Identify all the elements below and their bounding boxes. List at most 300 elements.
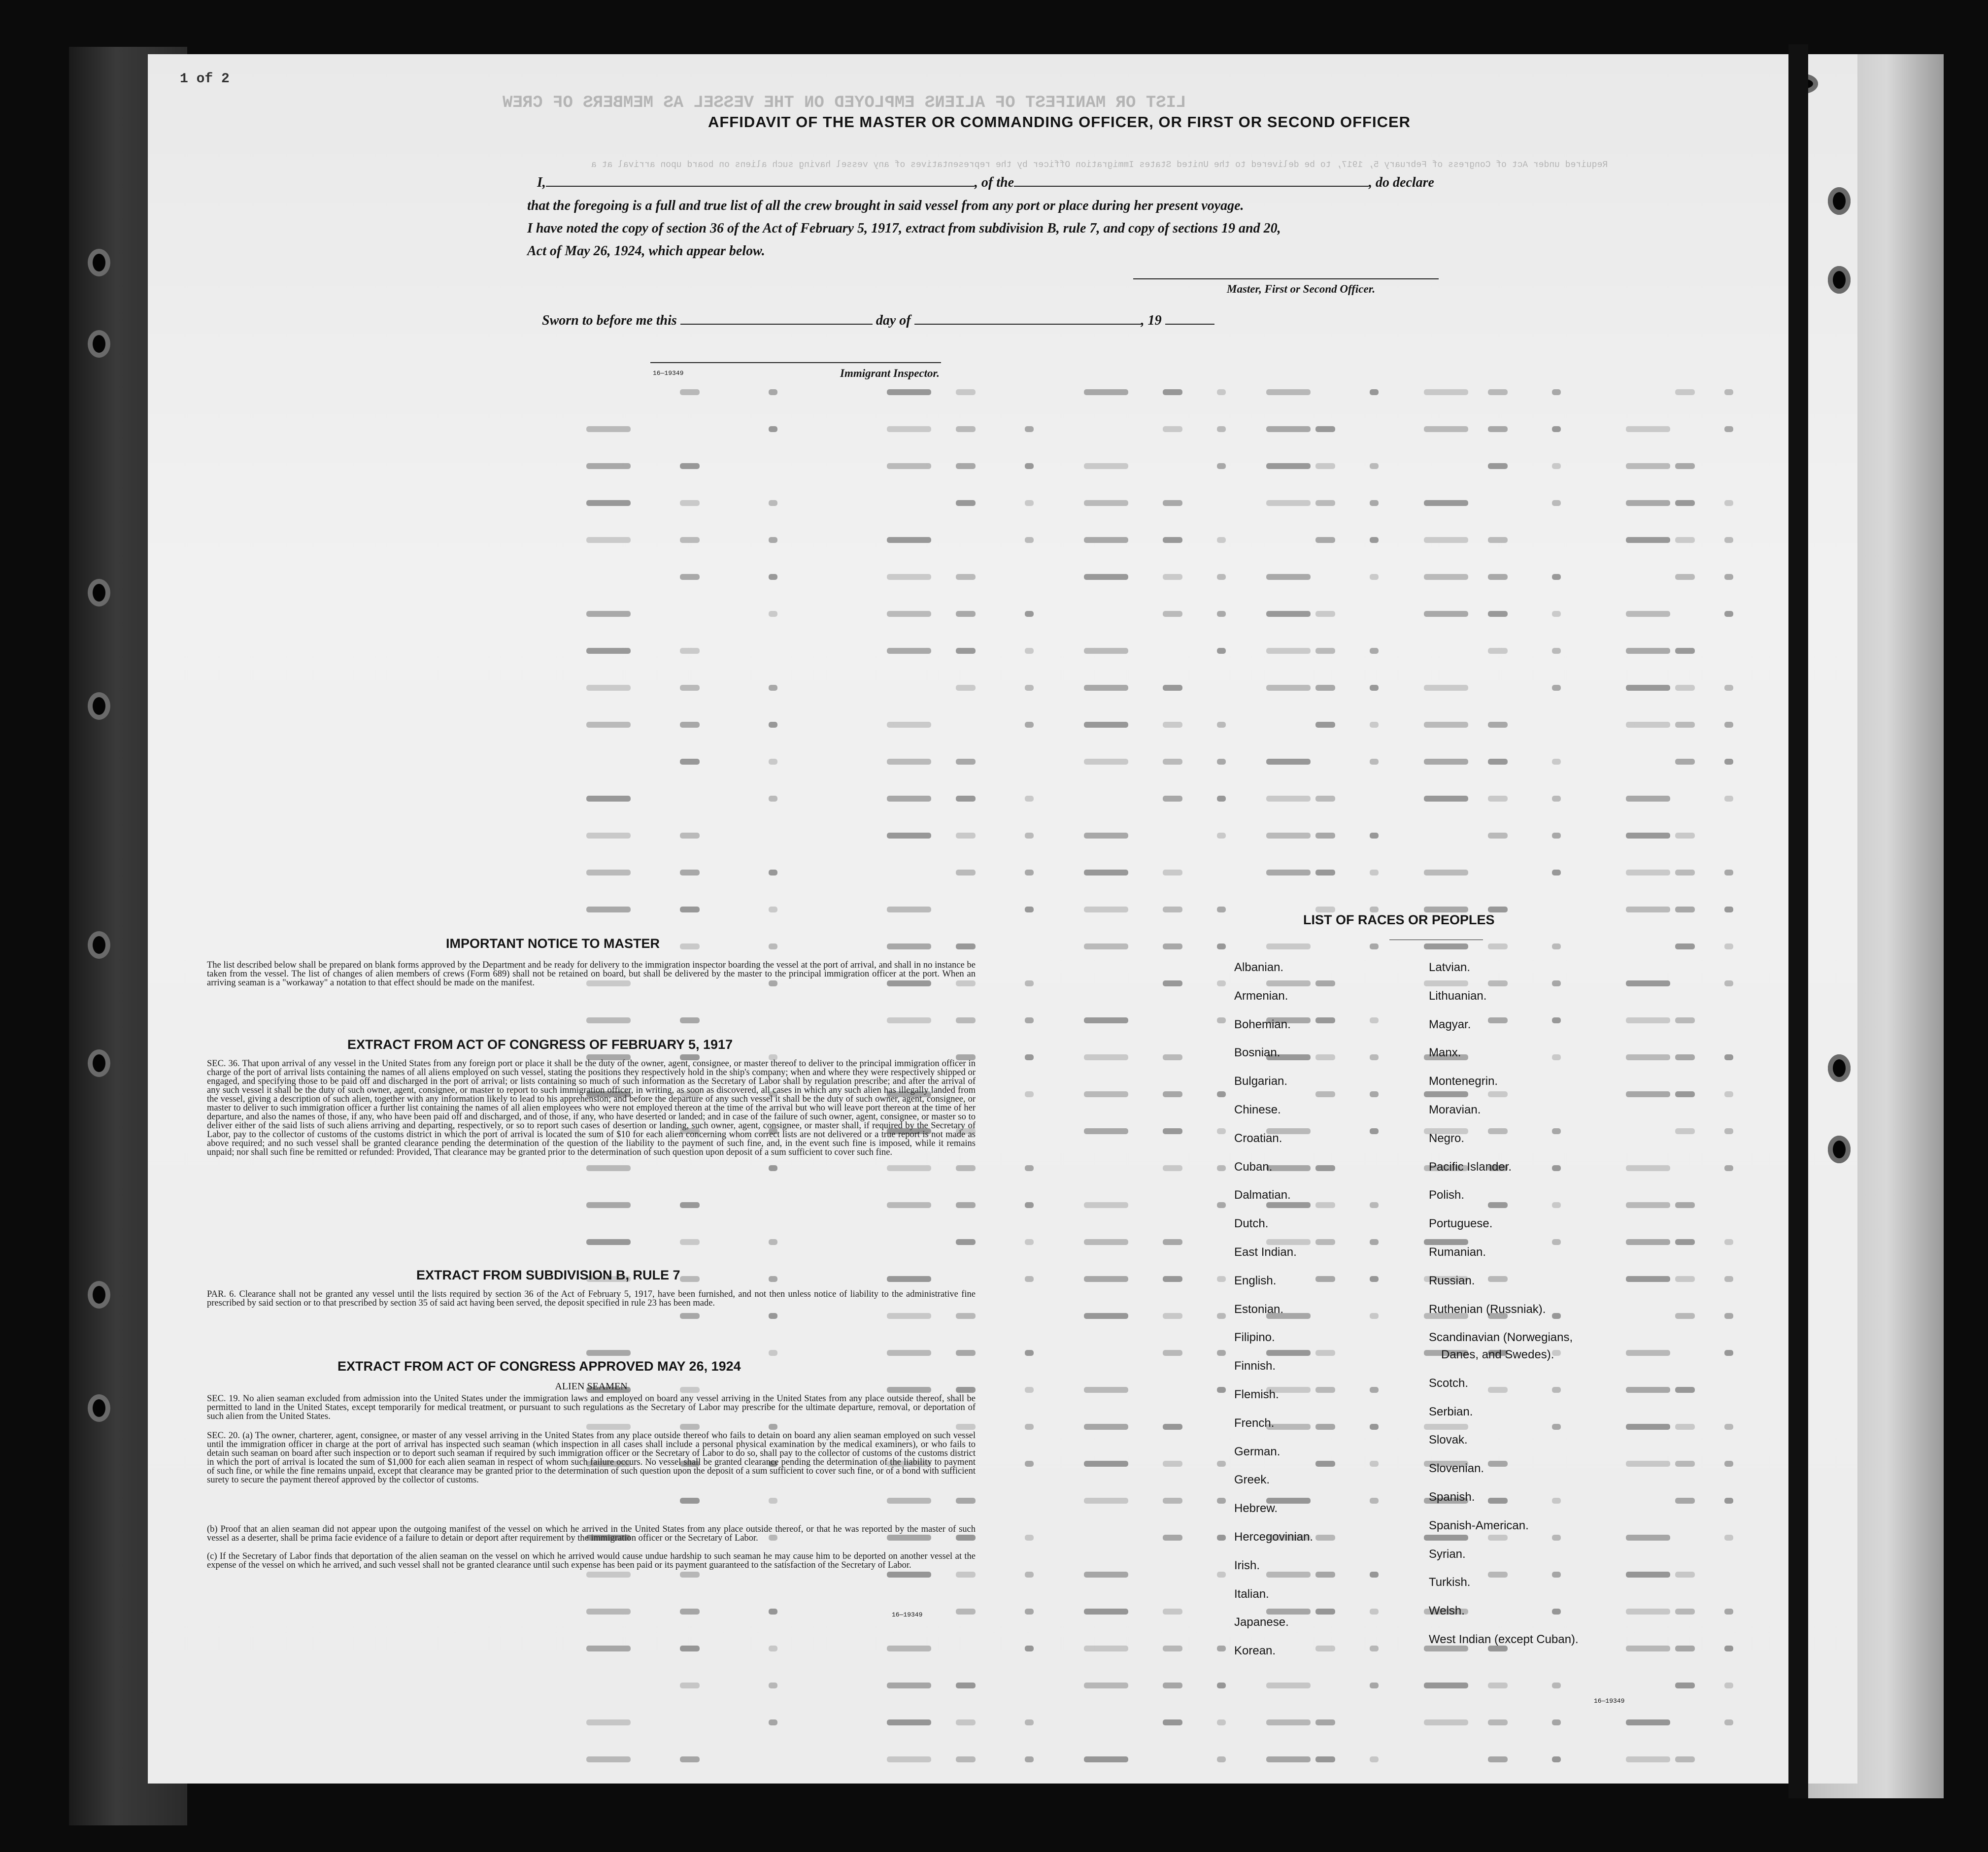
bleed-mark — [1626, 870, 1670, 875]
bleed-mark — [1552, 1202, 1561, 1208]
bleed-mark — [1626, 611, 1670, 617]
race-item: Bosnian. — [1234, 1046, 1280, 1060]
bleed-mark — [1552, 796, 1561, 802]
race-item: Estonian. — [1234, 1302, 1284, 1316]
inspector-caption: Immigrant Inspector. — [840, 367, 940, 379]
bleed-mark — [1424, 1535, 1468, 1541]
bleed-mark — [1488, 574, 1508, 580]
bleed-mark — [1552, 463, 1561, 469]
bleed-mark — [1266, 943, 1311, 949]
bleed-mark — [1370, 1017, 1379, 1023]
race-item: Irish. — [1234, 1558, 1260, 1572]
bleed-mark — [1266, 1165, 1311, 1171]
bleed-mark — [1315, 1165, 1335, 1171]
bleed-mark — [1217, 943, 1226, 949]
bleed-mark — [680, 722, 700, 728]
bleed-through-subheader: Required under Act of Congress of February 5, 1917, to be delivered to the United States Immigration Officer by the representatives of any vessel having such aliens on board upon arrival at a — [591, 160, 1608, 170]
bleed-mark — [1488, 1387, 1508, 1393]
affidavit-form-number: 16—19349 — [653, 370, 684, 377]
bleed-mark — [1370, 759, 1379, 765]
bleed-mark — [887, 1276, 931, 1282]
extract-1917-text: SEC. 36. That upon arrival of any vessel in the United States from any foreign port or place it shall be the duty of the owner, agent, consignee, or master thereof to deliver to the principal immigration officer in charge of the port of arrival lists containing the names of all aliens employed on such vessel, stating the positions they respectively hold in the ship's company; when and where they were respectively shipped or engaged, and specifying those to be paid off and discharged in the port of arrival; or lists containing so much of such information as the Secretary of Labor shall by regulation prescribe; and after the arrival of any such vessel it shall be the duty of such owner, agent, consignee, or master to report to such immigration officer, in writing, as soon as discovered, all cases in which any such alien has illegally landed from the vessel, giving a description of such alien, together with any information likely to lead to his apprehension; and before the departure of any such vessel it shall be the duty of such owner, agent, consignee, or master to deliver to such immigration officer a further list containing the names of all alien employees who were not employed thereon at the time of the arrival but who will leave port thereon at the time of her departure, and also the names of those, if any, who have been paid off and discharged, and of those, if any, who have deserted or landed; and in case of the failure of such owner, agent, consignee, or master so to deliver either of the said lists of such aliens arriving and departing, respectively, or so to report such cases of desertion or landing, such owner, agent, consignee, or master shall, if required by the Secretary of Labor, pay to the collector of customs of the customs district in which the port of arrival is located the sum of $10 for each alien concerning whom correct lists are not delivered or a true report is not made as above required; and no such vessel shall be granted clearance pending the determination of the question of the liability to the payment of such fine, and, in the event such fine is imposed, while it remains unpaid; nor shall such fine be remitted or refunded: Provided, That clearance may be granted prior to the determination of such question upon deposit of a sum sufficient to cover such fine. — [207, 1059, 976, 1157]
bleed-mark — [1217, 1165, 1226, 1171]
bleed-mark — [1724, 426, 1733, 432]
bleed-mark — [1552, 759, 1561, 765]
bleed-mark — [769, 426, 777, 432]
bleed-mark — [1217, 1461, 1226, 1467]
bleed-mark — [1675, 907, 1695, 912]
race-item: Montenegrin. — [1429, 1075, 1498, 1088]
bleed-mark — [1084, 1572, 1128, 1578]
sworn-day-blank[interactable] — [680, 314, 873, 325]
bleed-mark — [1266, 1202, 1311, 1208]
bleed-mark — [586, 1239, 631, 1245]
bleed-mark — [1626, 796, 1670, 802]
bleed-mark — [1315, 1756, 1335, 1762]
bleed-mark — [1552, 389, 1561, 395]
bleed-mark — [1370, 1276, 1379, 1282]
bleed-mark — [1163, 1646, 1182, 1651]
bleed-mark — [1315, 426, 1335, 432]
bleed-mark — [887, 1350, 931, 1356]
race-item: Turkish. — [1429, 1576, 1471, 1589]
bleed-mark — [1315, 722, 1335, 728]
bleed-mark — [956, 1350, 976, 1356]
bleed-mark — [1025, 1572, 1034, 1578]
bleed-mark — [769, 1683, 777, 1688]
bleed-mark — [1675, 1683, 1695, 1688]
bleed-mark — [1626, 1387, 1670, 1393]
bleed-mark — [680, 389, 700, 395]
bleed-mark — [1163, 1535, 1182, 1541]
bleed-mark — [1552, 1756, 1561, 1762]
bleed-mark — [586, 1572, 631, 1578]
race-item: Polish. — [1429, 1188, 1465, 1202]
bleed-mark — [1626, 1054, 1670, 1060]
bleed-mark — [1025, 1756, 1034, 1762]
bleed-mark — [1163, 426, 1182, 432]
bleed-mark — [956, 1202, 976, 1208]
bleed-mark — [1488, 980, 1508, 986]
bleed-mark — [1315, 611, 1335, 617]
bleed-mark — [1675, 389, 1695, 395]
bleed-mark — [956, 685, 976, 691]
bleed-mark — [956, 943, 976, 949]
bleed-mark — [1315, 685, 1335, 691]
bleed-mark — [887, 537, 931, 543]
bleed-mark — [1163, 980, 1182, 986]
bleed-mark — [1163, 759, 1182, 765]
bleed-mark — [956, 1017, 976, 1023]
bleed-mark — [1724, 943, 1733, 949]
bleed-mark — [1675, 1387, 1695, 1393]
bleed-mark — [1163, 500, 1182, 506]
bleed-mark — [586, 426, 631, 432]
bleed-mark — [1025, 1239, 1034, 1245]
bleed-mark — [1626, 1756, 1670, 1762]
bleed-mark — [1675, 648, 1695, 654]
bleed-mark — [1163, 1239, 1182, 1245]
bleed-mark — [1370, 1646, 1379, 1651]
bleed-mark — [586, 796, 631, 802]
bleed-mark — [1675, 1276, 1695, 1282]
bleed-mark — [1724, 1239, 1733, 1245]
bleed-mark — [769, 1239, 777, 1245]
bleed-mark — [956, 463, 976, 469]
bleed-mark — [1163, 389, 1182, 395]
race-item: Pacific Islander. — [1429, 1160, 1512, 1174]
bleed-mark — [1163, 1128, 1182, 1134]
race-item: Slovak. — [1429, 1433, 1468, 1447]
bleed-mark — [1370, 907, 1379, 912]
bleed-mark — [1315, 1719, 1335, 1725]
bleed-mark — [586, 685, 631, 691]
bleed-mark — [1266, 574, 1311, 580]
bleed-mark — [1424, 796, 1468, 802]
bleed-mark — [1626, 1165, 1670, 1171]
bleed-mark — [1724, 1498, 1733, 1504]
bleed-mark — [769, 759, 777, 765]
bleed-mark — [1315, 1535, 1335, 1541]
signature-line[interactable] — [1133, 278, 1439, 279]
race-item: Serbian. — [1429, 1405, 1473, 1418]
bleed-mark — [1084, 833, 1128, 839]
bleed-mark — [1424, 1091, 1468, 1097]
race-item: Spanish. — [1429, 1490, 1475, 1504]
bleed-mark — [887, 389, 931, 395]
bleed-mark — [1675, 1498, 1695, 1504]
bleed-mark — [1424, 389, 1468, 395]
bleed-mark — [1217, 1017, 1226, 1023]
bleed-mark — [586, 1424, 631, 1430]
bleed-mark — [680, 500, 700, 506]
bleed-mark — [1370, 389, 1379, 395]
bleed-mark — [1626, 833, 1670, 839]
bleed-mark — [1266, 389, 1311, 395]
bleed-mark — [1675, 1646, 1695, 1651]
bleed-mark — [1675, 722, 1695, 728]
bleed-mark — [1488, 611, 1508, 617]
bleed-mark — [1675, 1128, 1695, 1134]
bleed-mark — [1163, 1609, 1182, 1615]
bleed-mark — [1626, 1017, 1670, 1023]
bleed-mark — [1626, 1461, 1670, 1467]
bleed-mark — [1266, 648, 1311, 654]
bleed-mark — [1025, 685, 1034, 691]
bleed-mark — [1724, 574, 1733, 580]
bleed-mark — [1370, 574, 1379, 580]
notice-text: The list described below shall be prepared on blank forms approved by the Department and be ready for delivery to the immigration inspector boarding the vessel at the port of arrival, and shall in no instance be taken from the vessel. The list of changes of alien members of crews (Form 689) shall not be retained on board, but shall be delivered by the master to the principal immigration officer at the port. When an arriving seaman is a "workaway" a notation to that effect should be made on the manifest. — [207, 960, 976, 988]
bleed-mark — [887, 1202, 931, 1208]
bleed-mark — [956, 389, 976, 395]
bleed-mark — [1266, 500, 1311, 506]
bleed-mark — [1163, 722, 1182, 728]
bleed-mark — [680, 907, 700, 912]
bleed-mark — [1217, 463, 1226, 469]
bleed-mark — [1217, 1128, 1226, 1134]
bleed-mark — [1217, 1091, 1226, 1097]
bleed-mark — [1266, 980, 1311, 986]
affidavit-title: AFFIDAVIT OF THE MASTER OR COMMANDING OFFICER, OR FIRST OR SECOND OFFICER — [708, 113, 1411, 131]
bleed-mark — [1488, 907, 1508, 912]
bleed-mark — [1217, 611, 1226, 617]
binder-hole — [88, 931, 110, 959]
race-item: Hebrew. — [1234, 1502, 1278, 1515]
bleed-mark — [1370, 943, 1379, 949]
bleed-mark — [1626, 500, 1670, 506]
race-item: Ruthenian (Russniak). — [1429, 1302, 1546, 1316]
bleed-mark — [769, 907, 777, 912]
bleed-mark — [1370, 1202, 1379, 1208]
bleed-mark — [1424, 1239, 1468, 1245]
bleed-mark — [1370, 833, 1379, 839]
extract-rule7-heading: EXTRACT FROM SUBDIVISION B, RULE 7 — [416, 1268, 680, 1282]
bleed-mark — [769, 1498, 777, 1504]
bleed-mark — [586, 463, 631, 469]
bleed-mark — [1025, 463, 1034, 469]
bleed-mark — [1724, 1276, 1733, 1282]
bleed-mark — [1626, 1535, 1670, 1541]
bleed-mark — [1724, 1535, 1733, 1541]
bleed-mark — [769, 943, 777, 949]
bleed-mark — [1266, 796, 1311, 802]
bleed-mark — [1424, 1683, 1468, 1688]
sworn-year-label: , 19 — [1141, 313, 1162, 328]
bleed-mark — [1675, 1239, 1695, 1245]
bleed-mark — [1025, 1424, 1034, 1430]
bleed-mark — [1266, 426, 1311, 432]
bleed-mark — [1724, 500, 1733, 506]
race-item: Danes, and Swedes). — [1441, 1348, 1554, 1362]
bleed-mark — [1370, 1756, 1379, 1762]
bleed-mark — [1025, 611, 1034, 617]
bleed-mark — [1552, 1719, 1561, 1725]
bleed-mark — [1424, 426, 1468, 432]
bleed-mark — [1675, 1017, 1695, 1023]
bleed-mark — [887, 796, 931, 802]
bleed-mark — [1626, 1350, 1670, 1356]
bleed-mark — [1488, 943, 1508, 949]
bleed-mark — [1552, 500, 1561, 506]
bleed-mark — [887, 759, 931, 765]
bleed-mark — [887, 1683, 931, 1688]
bleed-mark — [1025, 1017, 1034, 1023]
bleed-mark — [887, 1572, 931, 1578]
bleed-mark — [1724, 1719, 1733, 1725]
bleed-mark — [1084, 1239, 1128, 1245]
bleed-mark — [586, 1350, 631, 1356]
bleed-mark — [1488, 1756, 1508, 1762]
bleed-mark — [1217, 1202, 1226, 1208]
bleed-mark — [1488, 1017, 1508, 1023]
bleed-mark — [769, 611, 777, 617]
bleed-mark — [1266, 1683, 1311, 1688]
bleed-mark — [1552, 1017, 1561, 1023]
race-item: East Indian. — [1234, 1246, 1297, 1259]
bleed-mark — [586, 1756, 631, 1762]
bleed-mark — [1675, 1756, 1695, 1762]
bleed-mark — [956, 1683, 976, 1688]
bleed-mark — [1163, 1350, 1182, 1356]
bleed-mark — [1675, 1202, 1695, 1208]
bleed-mark — [1163, 796, 1182, 802]
bleed-mark — [956, 1572, 976, 1578]
bleed-mark — [1163, 1313, 1182, 1319]
bleed-mark — [1552, 1609, 1561, 1615]
bleed-mark — [680, 1239, 700, 1245]
bleed-mark — [1315, 870, 1335, 875]
bleed-mark — [887, 1313, 931, 1319]
bleed-mark — [1084, 1128, 1128, 1134]
bleed-mark — [1724, 537, 1733, 543]
bleed-mark — [769, 1646, 777, 1651]
affidavit-line1-suffix: , do declare — [1369, 175, 1434, 190]
bleed-mark — [1084, 1091, 1128, 1097]
bleed-mark — [1163, 870, 1182, 875]
bleed-mark — [1217, 1646, 1226, 1651]
extract-1924-sec20a: SEC. 20. (a) The owner, charterer, agent, consignee, or master of any vessel arriving in the United States from any place outside thereof who fails to detain on board any alien seaman employed on such vessel until the immigration officer in charge at the port of arrival has inspected such seaman (which inspection in all cases shall include a personal physical examination by the medical examiners), or who fails to detain such seaman on board after such inspection or to deport such seaman if required by such immigration officer or the Secretary of Labor to do so, shall pay to the collector of customs of the customs district in which the port of arrival is located the sum of $1,000 for each alien seaman in respect of whom such failure occurs. No vessel shall be granted clearance pending the determination of the liability to payment of such fine, or while the fine remains unpaid, except that clearance may be granted prior to the determination of such question upon the deposit of a sum sufficient to cover such fine, or of a bond with sufficient surety to secure the payment thereof approved by the collector of customs. — [207, 1431, 976, 1485]
race-item: Dutch. — [1234, 1217, 1269, 1231]
race-item: Armenian. — [1234, 989, 1288, 1003]
extract-rule7-text: PAR. 6. Clearance shall not be granted any vessel until the lists required by section 36 of the Act of February 5, 1917, have been furnished, and not then unless notice of liability to the administrative fine prescribed by said section or to that prescribed by section 35 of said act having been served, the deposit specified in rule 23 has been made. — [207, 1289, 976, 1308]
bleed-mark — [956, 1719, 976, 1725]
bleed-mark — [1370, 1313, 1379, 1319]
bleed-mark — [1370, 870, 1379, 875]
bleed-mark — [887, 574, 931, 580]
bleed-mark — [680, 1202, 700, 1208]
bleed-mark — [1724, 1128, 1733, 1134]
bleed-mark — [1084, 1054, 1128, 1060]
race-item: Slovenian. — [1429, 1462, 1484, 1476]
bleed-mark — [680, 1646, 700, 1651]
bleed-mark — [1163, 1683, 1182, 1688]
bleed-mark — [769, 685, 777, 691]
race-item: Croatian. — [1234, 1131, 1282, 1145]
bleed-mark — [586, 907, 631, 912]
bleed-mark — [769, 1424, 777, 1430]
bleed-mark — [1217, 426, 1226, 432]
page-corner-label: 1 of 2 — [180, 71, 230, 87]
bleed-mark — [769, 870, 777, 875]
bleed-mark — [1724, 1646, 1733, 1651]
bleed-mark — [1424, 685, 1468, 691]
bleed-mark — [1315, 1350, 1335, 1356]
bleed-mark — [769, 1609, 777, 1615]
bleed-mark — [887, 1165, 931, 1171]
bleed-mark — [680, 1276, 700, 1282]
bleed-mark — [1488, 648, 1508, 654]
bleed-mark — [1488, 463, 1508, 469]
bleed-mark — [1724, 796, 1733, 802]
bleed-mark — [680, 870, 700, 875]
bleed-mark — [1025, 907, 1034, 912]
bleed-mark — [887, 1017, 931, 1023]
bleed-mark — [1025, 1276, 1034, 1282]
race-item: English. — [1234, 1274, 1277, 1287]
bleed-mark — [1084, 537, 1128, 543]
bleed-mark — [1163, 1719, 1182, 1725]
bleed-mark — [956, 870, 976, 875]
bleed-mark — [887, 833, 931, 839]
race-item: Bohemian. — [1234, 1017, 1291, 1031]
bleed-mark — [1488, 1535, 1508, 1541]
bleed-mark — [1266, 1350, 1311, 1356]
bleed-mark — [1315, 907, 1335, 912]
extract-1924-form-number: 16—19349 — [892, 1611, 923, 1618]
binder-hole — [88, 579, 110, 606]
bleed-mark — [1163, 537, 1182, 543]
sworn-year-blank[interactable] — [1165, 314, 1214, 325]
bleed-mark — [1217, 1719, 1226, 1725]
affidavit-line-1 — [537, 175, 1434, 191]
bleed-mark — [1626, 722, 1670, 728]
inspector-signature-line[interactable] — [650, 362, 941, 363]
bleed-mark — [887, 463, 931, 469]
race-item: Italian. — [1234, 1587, 1269, 1601]
bleed-mark — [1217, 537, 1226, 543]
bleed-mark — [1025, 1091, 1034, 1097]
bleed-mark — [586, 833, 631, 839]
bleed-mark — [1315, 833, 1335, 839]
race-item: Lithuanian. — [1429, 989, 1487, 1003]
bleed-mark — [956, 1239, 976, 1245]
bleed-mark — [769, 1313, 777, 1319]
bleed-mark — [1488, 537, 1508, 543]
races-title: LIST OF RACES OR PEOPLES — [1303, 912, 1495, 927]
race-item: Bulgarian. — [1234, 1075, 1288, 1088]
bleed-mark — [1370, 537, 1379, 543]
bleed-mark — [1552, 1165, 1561, 1171]
bleed-mark — [1266, 1572, 1311, 1578]
race-item: Negro. — [1429, 1131, 1465, 1145]
bleed-mark — [1552, 1054, 1561, 1060]
bleed-mark — [1552, 833, 1561, 839]
bleed-mark — [1488, 1683, 1508, 1688]
race-item: French. — [1234, 1416, 1275, 1430]
bleed-mark — [1315, 1646, 1335, 1651]
race-item: West Indian (except Cuban). — [1429, 1633, 1579, 1647]
bleed-mark — [1675, 943, 1695, 949]
bleed-mark — [680, 1756, 700, 1762]
bleed-mark — [1370, 1091, 1379, 1097]
vessel-blank[interactable] — [1014, 176, 1369, 187]
bleed-mark — [1552, 574, 1561, 580]
bleed-mark — [1552, 1128, 1561, 1134]
bleed-mark — [1370, 648, 1379, 654]
name-blank[interactable] — [546, 176, 975, 187]
bleed-mark — [1370, 1128, 1379, 1134]
race-item: Manx. — [1429, 1046, 1461, 1060]
bleed-mark — [1424, 870, 1468, 875]
bleed-mark — [586, 1017, 631, 1023]
bleed-mark — [1675, 685, 1695, 691]
manifest-page — [148, 54, 1857, 1784]
bleed-mark — [1217, 722, 1226, 728]
bleed-mark — [956, 611, 976, 617]
bleed-mark — [1675, 759, 1695, 765]
sworn-month-blank[interactable] — [914, 314, 1141, 325]
bleed-mark — [887, 426, 931, 432]
bleed-mark — [1217, 1276, 1226, 1282]
bleed-mark — [586, 500, 631, 506]
bleed-mark — [887, 1719, 931, 1725]
bleed-mark — [1315, 500, 1335, 506]
bleed-mark — [1370, 1498, 1379, 1504]
bleed-mark — [1217, 1387, 1226, 1393]
bleed-mark — [1488, 1091, 1508, 1097]
bleed-mark — [1552, 1683, 1561, 1688]
bleed-mark — [1370, 722, 1379, 728]
